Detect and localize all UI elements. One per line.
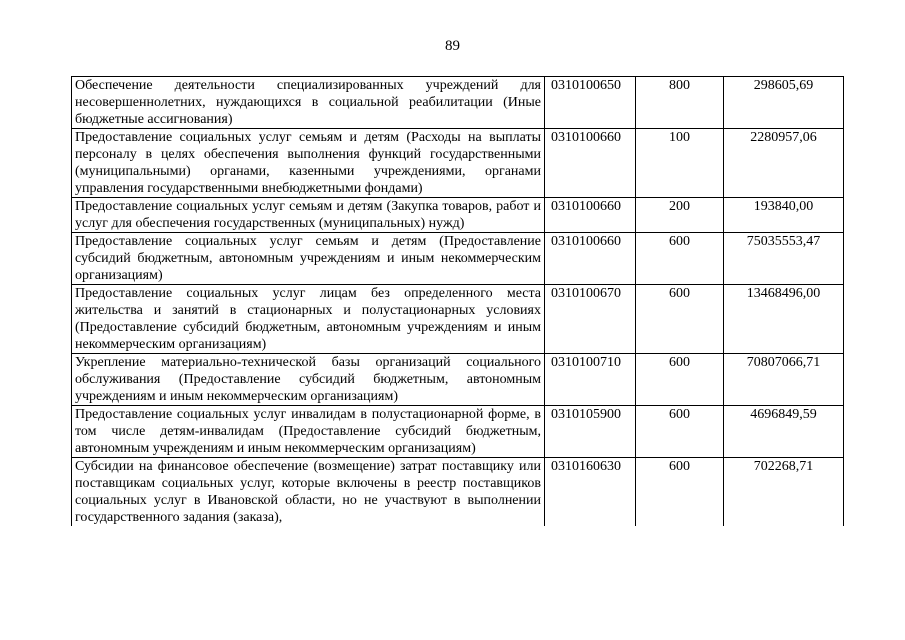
row-expense-type: 100: [636, 129, 724, 198]
row-description: Предоставление социальных услуг семьям и детям (Предоставление субсидий бюджетным, автономным учреждениям и иным некоммерческим организациям): [72, 233, 545, 285]
row-amount: 13468496,00: [724, 285, 844, 354]
table-row: [72, 198, 844, 233]
row-expense-type: 600: [636, 406, 724, 458]
row-amount: 70807066,71: [724, 354, 844, 406]
row-amount: 4696849,59: [724, 406, 844, 458]
row-expense-type: 600: [636, 354, 724, 406]
table-row: [72, 285, 844, 354]
row-amount: 2280957,06: [724, 129, 844, 198]
row-description: Субсидии на финансовое обеспечение (возмещение) затрат поставщику или поставщикам социальных услуг, которые включены в реестр поставщиков социальных услуг в Ивановской области, но не участвуют в выполнении государственного задания (заказа),: [75, 459, 541, 525]
page-number: 89: [445, 38, 460, 54]
row-amount: 75035553,47: [724, 233, 844, 285]
table-row: [72, 77, 844, 129]
row-target-code: 0310100660: [545, 129, 636, 198]
row-expense-type: 600: [636, 285, 724, 354]
table-row: [72, 354, 844, 406]
row-description: Обеспечение деятельности специализированных учреждений для несовершеннолетних, нуждающихся в социальной реабилитации (Иные бюджетные ассигнования): [72, 77, 545, 129]
row-target-code: 0310100670: [545, 285, 636, 354]
table-row: [72, 406, 844, 458]
row-description: Предоставление социальных услуг лицам без определенного места жительства и занятий в стационарных и полустационарных условиях (Предоставление субсидий бюджетным, автономным учреждениям и иным некоммерческим организациям): [72, 285, 545, 354]
row-target-code: 0310100710: [545, 354, 636, 406]
row-target-code: 0310100660: [545, 233, 636, 285]
table-row: [72, 458, 844, 527]
row-description: Предоставление социальных услуг инвалидам в полустационарной форме, в том числе детям-инвалидам (Предоставление субсидий бюджетным, автономным учреждениям и иным некоммерческим организациям): [72, 406, 545, 458]
row-expense-type: 200: [636, 198, 724, 233]
row-target-code: 0310100650: [545, 77, 636, 129]
row-target-code: 0310105900: [545, 406, 636, 458]
row-target-code: 0310160630: [545, 458, 636, 527]
row-description: Предоставление социальных услуг семьям и детям (Расходы на выплаты персоналу в целях обеспечения выполнения функций государственными (муниципальными) органами, казенными учреждениями, органами управления государственными внебюджетными фондами): [72, 129, 545, 198]
row-expense-type: 800: [636, 77, 724, 129]
row-expense-type: 600: [636, 233, 724, 285]
row-amount: 193840,00: [724, 198, 844, 233]
row-description: Укрепление материально-технической базы организаций социального обслуживания (Предоставление субсидий бюджетным, автономным учреждениям и иным некоммерческим организациям): [72, 354, 545, 406]
row-target-code: 0310100660: [545, 198, 636, 233]
budget-table: [71, 76, 844, 526]
table-row: [72, 233, 844, 285]
row-amount: 702268,71: [724, 458, 844, 527]
table-row: [72, 129, 844, 198]
row-amount: 298605,69: [724, 77, 844, 129]
row-expense-type: 600: [636, 458, 724, 527]
row-description: Предоставление социальных услуг семьям и детям (Закупка товаров, работ и услуг для обеспечения государственных (муниципальных) нужд): [72, 198, 545, 233]
row-description-cell: [72, 458, 545, 527]
